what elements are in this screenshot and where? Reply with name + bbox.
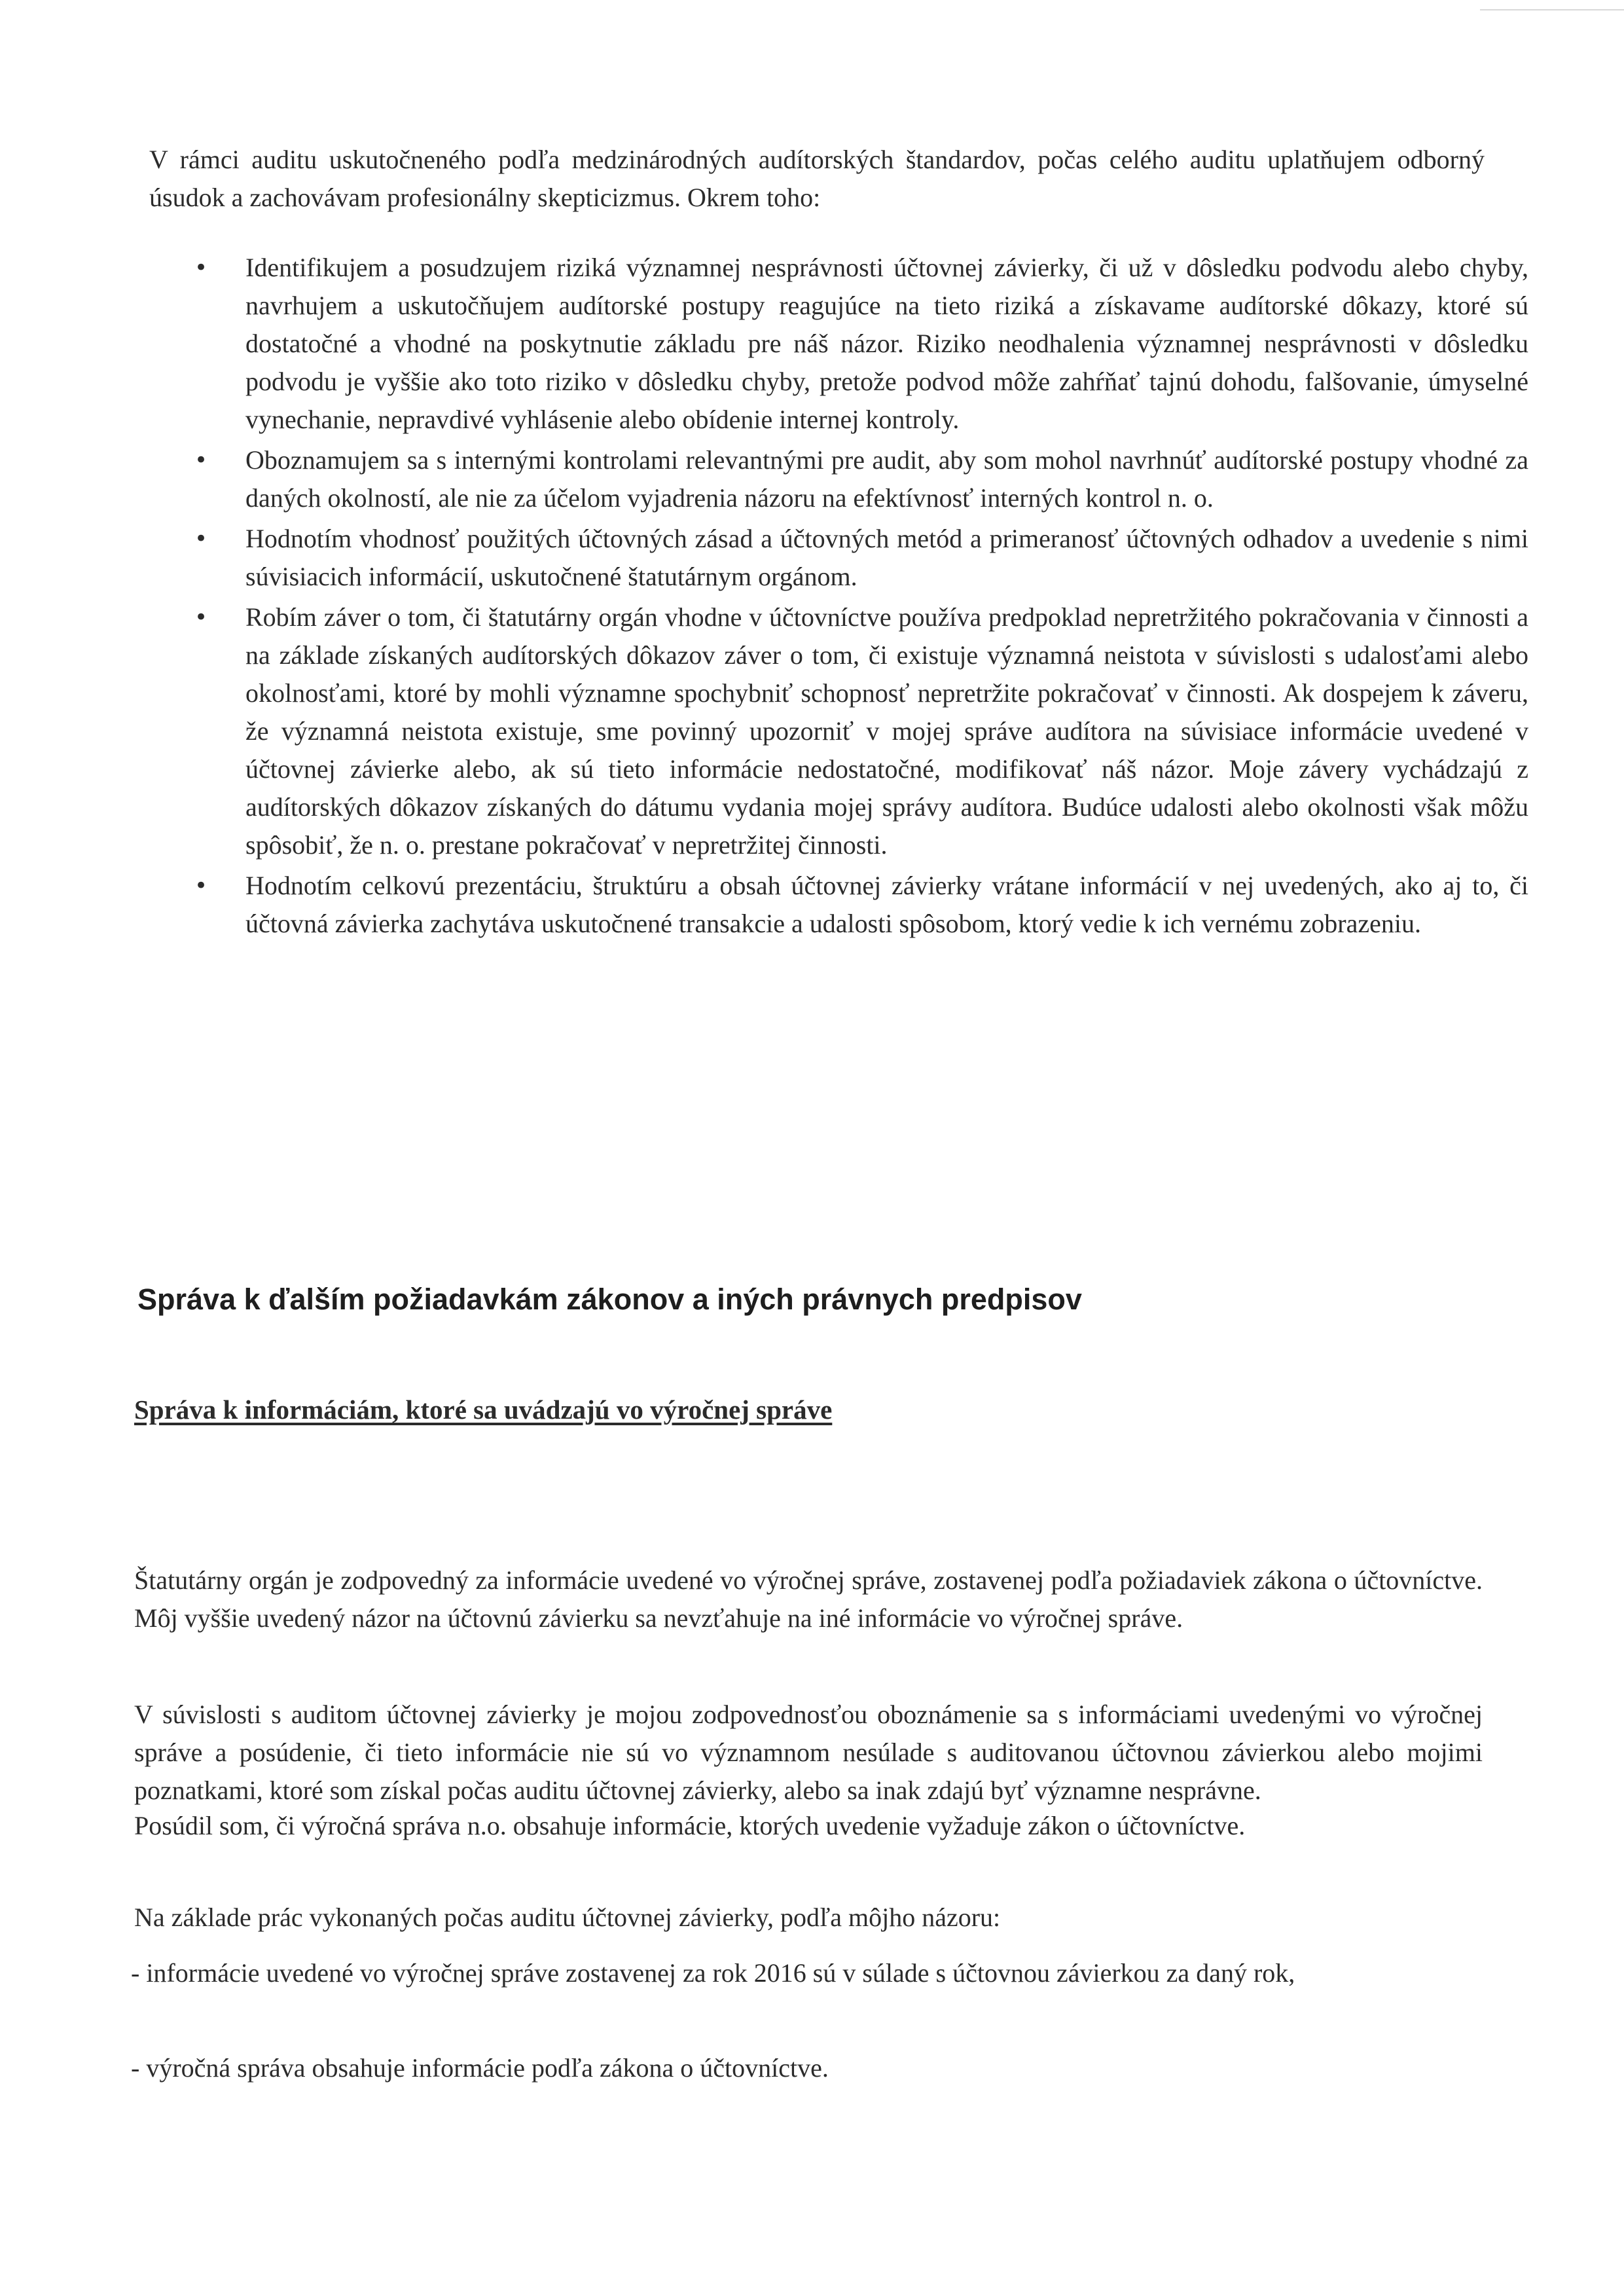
opinion-item-content: - výročná správa obsahuje informácie podľa zákona o účtovníctve. <box>131 2053 829 2083</box>
scan-edge-line <box>1480 9 1624 10</box>
list-item <box>194 867 1528 943</box>
subsection-heading: Správa k informáciám, ktoré sa uvádzajú vo výročnej správe <box>134 1394 833 1425</box>
paragraph-opinion-intro: Na základe prác vykonaných počas auditu účtovnej závierky, podľa môjho názoru: <box>134 1903 1001 1932</box>
list-item-text: Hodnotím celkovú prezentáciu, štruktúru a obsah účtovnej závierky vrátane informácií v nej uvedených, ako aj to, či účtovná závierka zachytáva uskutočnené transakcie a udalosti spôsobom, ktorý vedie k ich vernému zobrazeniu. <box>245 871 1528 938</box>
audit-procedures-list <box>196 249 1528 945</box>
list-item-text: Robím záver o tom, či štatutárny orgán vhodne v účtovníctve používa predpoklad nepretržitého pokračovania v činnosti a na základe získaných audítorských dôkazov záver o tom, či existuje významná neistota v súvislosti s udalosťami alebo okolnosťami, ktoré by mohli významne spochybniť schopnosť nepretržite pokračovať v činnosti. Ak dospejem k záveru, že významná neistota existuje, sme povinný upozorniť v mojej správe audítora na súvisiace informácie uvedené v účtovnej závierke alebo, ak sú tieto informácie nedostatočné, modifikovať náš názor. Moje závery vychádzajú z audítorských dôkazov získaných do dátumu vydania mojej správy audítora. Budúce udalosti alebo okolnosti však môžu spôsobiť, že n. o. prestane pokračovať v nepretržitej činnosti. <box>245 602 1528 860</box>
bullet-icon: • <box>194 604 208 630</box>
list-item-text: Oboznamujem sa s internými kontrolami relevantnými pre audit, aby som mohol navrhnúť audítorské postupy vhodné za daných okolností, ale nie za účelom vyjadrenia názoru na efektívnosť interných kontrol n. o. <box>245 445 1528 513</box>
bullet-icon: • <box>194 255 208 281</box>
paragraph-assessment: Posúdil som, či výročná správa n.o. obsahuje informácie, ktorých uvedenie vyžaduje zákon o účtovníctve. <box>134 1811 1246 1840</box>
intro-paragraph: V rámci auditu uskutočneného podľa medzinárodných audítorských štandardov, počas celého auditu uplatňujem odborný úsudok a zachovávam profesionálny skepticizmus. Okrem toho: <box>149 145 1485 212</box>
list-item <box>194 520 1528 596</box>
bullet-icon: • <box>194 447 208 473</box>
bullet-icon: • <box>194 526 208 552</box>
opinion-item-consistency: - informácie uvedené vo výročnej správe zostavenej za rok 2016 sú v súlade s účtovnou závierkou za daný rok, <box>131 1958 1295 1988</box>
list-item-text: Hodnotím vhodnosť použitých účtovných zásad a účtovných metód a primeranosť účtovných odhadov a uvedenie s nimi súvisiacich informácií, uskutočnené štatutárnym orgánom. <box>245 524 1528 591</box>
section-heading: Správa k ďalším požiadavkám zákonov a iných právnych predpisov <box>137 1283 1082 1316</box>
list-item <box>194 249 1528 439</box>
list-item-text: Identifikujem a posudzujem riziká významnej nesprávnosti účtovnej závierky, či už v dôsledku podvodu alebo chyby, navrhujem a uskutočňujem audítorské postupy reagujúce na tieto riziká a získavame audítorské dôkazy, ktoré sú dostatočné a vhodné na poskytnutie základu pre náš názor. Riziko neodhalenia významnej nesprávnosti v dôsledku podvodu je vyššie ako toto riziko v dôsledku chyby, pretože podvod môže zahŕňať tajnú dohodu, falšovanie, úmyselné vynechanie, nepravdivé vyhlásenie alebo obídenie internej kontroly. <box>245 253 1528 434</box>
list-item <box>194 598 1528 864</box>
paragraph-statutory-body: Štatutárny orgán je zodpovedný za informácie uvedené vo výročnej správe, zostavenej podľa požiadaviek zákona o účtovníctve. Môj vyššie uvedený názor na účtovnú závierku sa nevzťahuje na iné informácie vo výročnej správe. <box>134 1565 1483 1633</box>
list-item <box>194 441 1528 517</box>
paragraph-responsibility: V súvislosti s auditom účtovnej závierky je mojou zodpovednosťou oboznámenie sa s informáciami uvedenými vo výročnej správe a posúdenie, či tieto informácie nie sú vo významnom nesúlade s auditovanou účtovnou závierkou alebo mojimi poznatkami, ktoré som získal počas auditu účtovnej závierky, alebo sa inak zdajú byť významne nesprávne. <box>134 1700 1483 1805</box>
bullet-icon: • <box>194 873 208 899</box>
